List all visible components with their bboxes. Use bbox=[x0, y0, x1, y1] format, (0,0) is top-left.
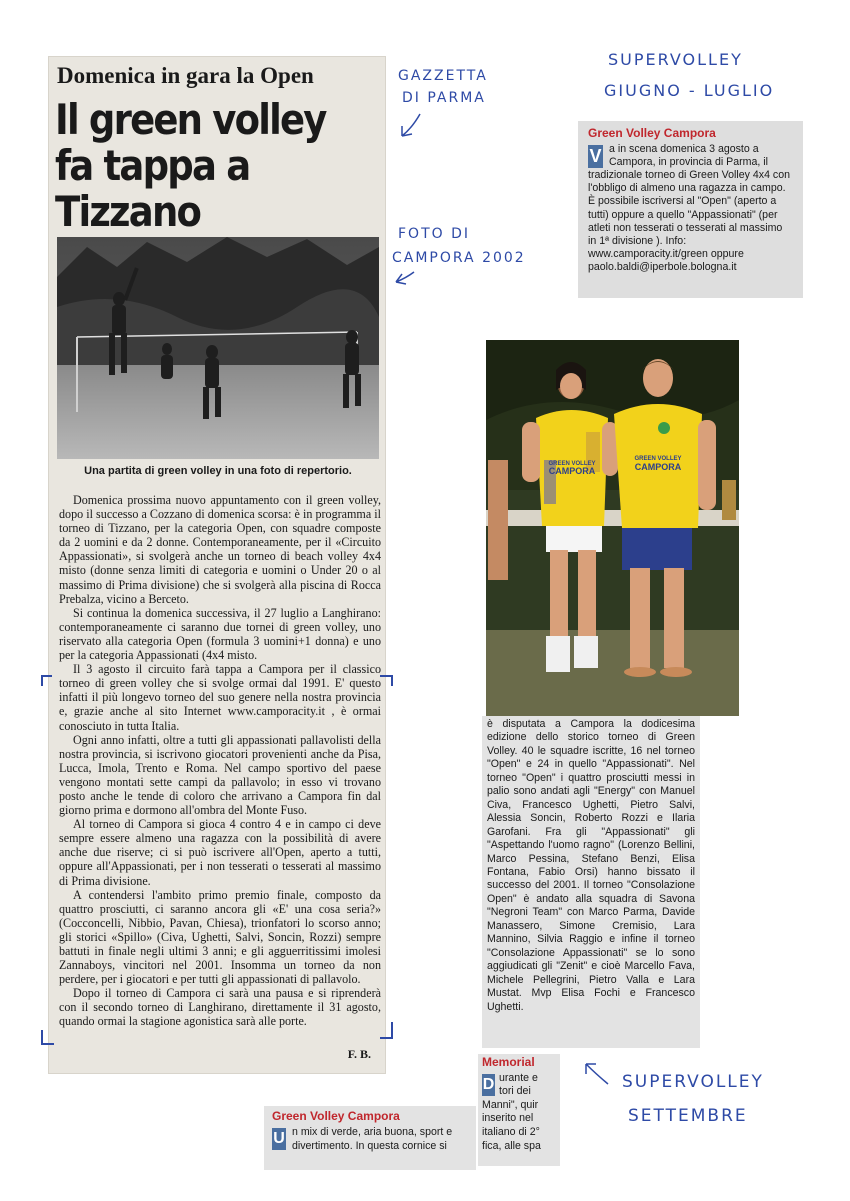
note-supervolley-sept bbox=[582, 1060, 764, 1126]
dropcap: V bbox=[589, 146, 602, 167]
article-headline bbox=[55, 97, 385, 235]
note-foto-line1: FOTO DI bbox=[398, 226, 471, 242]
paragraph: Domenica prossima nuovo appuntamento con il green volley, dopo il successo a Cozzano di domenica scorsa: è in programma il torneo di Tizzano, per la categoria Open, con squadre composte da 2 uomini e da 2 donne. Contemporaneamente, per il «Circuito Appassionati», si svolgerà anche un torneo di beach volley 4x4 misto (donne senza limiti di categoria e uomini o Under 20 o al massimo di Prima divisione) che si svolgerà alla piscina di Rocca Prebalza, vicino a Berceto. bbox=[59, 493, 381, 606]
dropcap: U bbox=[272, 1128, 286, 1150]
supervolley-article-bottom bbox=[264, 1106, 476, 1170]
fragment-line: urante e bbox=[499, 1071, 538, 1084]
article-title: Green Volley Campora bbox=[272, 1109, 400, 1123]
article-text: n mix di verde, aria buona, sport e divertimento. In questa cornice si bbox=[292, 1126, 453, 1152]
paragraph: Il 3 agosto il circuito farà tappa a Campora per il classico torneo di green volley che si svolge ormai dal 1991. E' questo infatti il più longevo torneo del suo genere nella nostra provincia e, grazie anche al sito Internet www.camporacity.it , è ormai conosciuto in tutta Italia. bbox=[59, 662, 381, 733]
paragraph: Al torneo di Campora si gioca 4 contro 4 e in campo ci deve sempre essere almeno una ragazza con la possibilità di avere anche due riserve; ci si può iscrivere all'Open, aperto a tutti, oppure all'Appassionati, per i non tesserati o tesserati al massimo di Prima divisione. bbox=[59, 817, 381, 888]
bw-volley-photo bbox=[57, 237, 379, 459]
arrow-icon bbox=[392, 268, 422, 288]
paragraph: Si continua la domenica successiva, il 27 luglio a Langhirano: contemporaneamente ci saranno due tornei di green volley, uno riservato alla categoria Open (formula 3 uomini+1 donna) e uno per la categoria Appassionati (4x4 misto. bbox=[59, 605, 381, 663]
note-sept-line2: SETTEMBRE bbox=[628, 1106, 748, 1126]
note-sv-line1: SUPERVOLLEY bbox=[608, 50, 743, 69]
note-gazzetta bbox=[398, 68, 488, 140]
note-supervolley-top bbox=[604, 50, 775, 100]
byline: F. B. bbox=[347, 1047, 371, 1061]
supervolley-article-september bbox=[482, 716, 700, 1048]
campora-team-photo bbox=[486, 340, 739, 716]
headline-line-2: fa tappa a Tizzano bbox=[55, 141, 250, 236]
fragment-line: tori dei bbox=[499, 1085, 531, 1098]
note-foto bbox=[392, 226, 526, 288]
supervolley-article-top bbox=[578, 121, 803, 298]
man-shirt-print-2: CAMPORA bbox=[634, 462, 682, 472]
dropcap: D bbox=[482, 1074, 495, 1096]
woman-shirt-print: GREEN VOLLEY bbox=[548, 461, 596, 467]
article-text: a in scena domenica 3 agosto a Campora, in provincia di Parma, il tradizionale torneo di Green Volley 4x4 con l'obbligo di almeno una ragazza in campo. È possibile iscriversi al "Open" (aperto a tutti) oppure a quello "Appassionati" (per atleti non tesserati o tesserati al massimo in 1ª divisione ). Info: www.camporacity.it/green oppure paolo.baldi@iperbole.bologna.it bbox=[588, 143, 790, 273]
article-kicker: Domenica in gara la Open bbox=[57, 63, 314, 88]
memorial-article-fragment bbox=[478, 1054, 560, 1166]
article-title: Memorial bbox=[482, 1055, 535, 1069]
article-text: è disputata a Campora la dodicesima edizione dello storico torneo di Green Volley. 40 le squadre iscritte, 16 nel torneo "Open" e 24 in quello "Appassionati". Nel torneo "Open" i quattro prosciutti messi in palio sono andati agli "Energy" con Manuel Civa, Francesco Ughetti, Pietro Salvi, Alessia Soncin, Roberto Rozzi e Ilaria Garofani. Fra gli "Appassionati" gli "Aspettando l'uomo ragno" (Lorenzo Bellini, Marco Pessina, Stefano Benzi, Elisa Fontana, Fabio Orsi) hanno bissato il successo del 2001. Il torneo "Consolazione Open" è andato alla squadra di Savona "Negroni Team" con Marco Parma, Davide Manassero, Simone Cremisio, Lara Mannino, Silvia Raggio e infine il torneo "Consolazione Appassionati" se lo sono aggiudicati gli "Zenit" e cioè Marcello Fava, Michele Pellegrini, Pietro Valla e Lara Mustat. Mvp Elisa Fochi e Francesco Ughetti. bbox=[487, 718, 695, 1013]
arrow-icon bbox=[398, 110, 428, 140]
pen-bracket-marks bbox=[40, 672, 400, 1052]
headline-line-1: Il green volley bbox=[55, 95, 326, 145]
arrow-icon bbox=[582, 1060, 612, 1088]
team-photo-graphic bbox=[486, 340, 739, 716]
fragment-line: Manni", quir bbox=[482, 1098, 539, 1111]
photo-caption: Una partita di green volley in una foto di repertorio. bbox=[84, 465, 352, 477]
paragraph: A contendersi l'ambito primo premio finale, composto da quattro prosciutti, ci saranno ancora gli «E' una cosa seria?» (Cocconcelli, Nibbio, Pavan, Chiesa), trionfatori lo scorso anno; gli storici «Spillo» (Civa, Ughetti, Salvi, Soncin, Rozzi) sempre battuti in finale negli ultimi 3 anni; e gli agguerritissimi imolesi Zannaboys, vincitori nel 2001. Insomma un torneo da non perdere, per i giocatori e per tutti gli appassionati di pallavolo. bbox=[59, 887, 381, 987]
note-sv-line2: GIUGNO - LUGLIO bbox=[604, 81, 775, 100]
bw-photo-graphic bbox=[57, 237, 379, 459]
fragment-line: fica, alle spa bbox=[482, 1139, 541, 1152]
man-shirt-print: GREEN VOLLEY bbox=[634, 456, 682, 462]
woman-shirt-print-2: CAMPORA bbox=[548, 466, 596, 476]
article-title: Green Volley Campora bbox=[588, 126, 716, 140]
note-gazzetta-line2: DI PARMA bbox=[402, 90, 486, 106]
note-sept-line1: SUPERVOLLEY bbox=[622, 1072, 764, 1092]
note-foto-line2: CAMPORA 2002 bbox=[392, 250, 526, 266]
paragraph: Ogni anno infatti, oltre a tutti gli appassionati pallavolisti della nostra provincia, si iscrivono giocatori provenienti anche da Pisa, Lucca, Imola, Trento e Roma. Nel campo sportivo del paese vengono montati sette campi da pallavolo; in esso vi trovano posto anche le tende di coloro che arrivano a Campora fin dal giorno prima e dormono all'ombra del Monte Fuso. bbox=[59, 732, 381, 818]
fragment-line: inserito nel bbox=[482, 1112, 534, 1125]
fragment-line: italiano di 2° bbox=[482, 1125, 540, 1138]
note-gazzetta-line1: GAZZETTA bbox=[398, 68, 488, 84]
paragraph: Dopo il torneo di Campora ci sarà una pausa e si riprenderà con il secondo torneo di Langhirano, direttamente il 31 agosto, quando ormai la stagione agonistica sarà alle porte. bbox=[59, 986, 381, 1029]
